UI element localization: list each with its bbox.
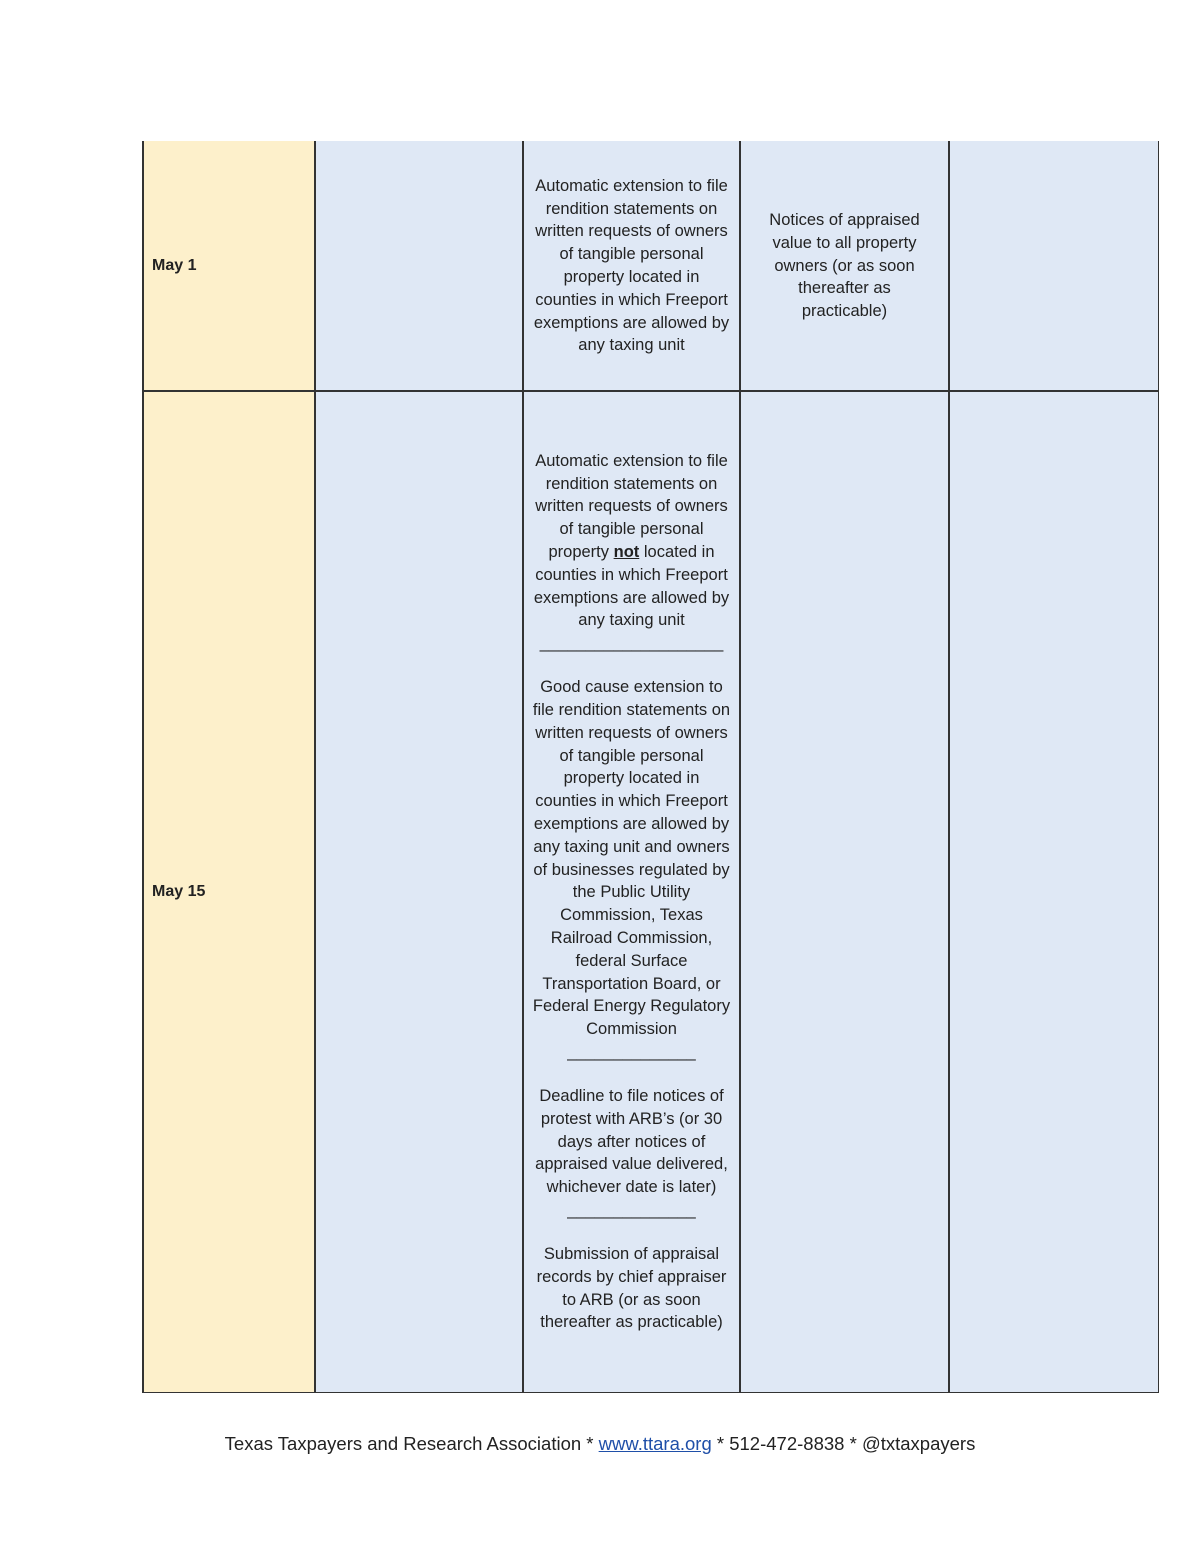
column-divider [522, 141, 524, 1393]
date-cell-may-1 [142, 141, 315, 391]
separator-line: ____________________ [539, 634, 724, 653]
footer-website-link[interactable]: www.ttara.org [598, 1433, 712, 1454]
separator-line: ______________ [567, 1042, 696, 1061]
date-label: May 15 [152, 882, 206, 900]
row1-col5-cell [949, 141, 1159, 391]
row2-col3-cell [523, 391, 740, 1393]
row2-col4-cell [740, 391, 949, 1393]
deadline-table [142, 141, 1159, 1393]
column-divider [948, 141, 950, 1393]
emphasis-not: not [613, 543, 640, 562]
footer-social-handle: @txtaxpayers [861, 1433, 976, 1454]
footer-org: Texas Taxpayers and Research Association [224, 1433, 582, 1454]
page-footer: Texas Taxpayers and Research Association * www.ttara.org * 512-472-8838 * @txtaxpayers [224, 1433, 976, 1454]
appraisal-notices-text: Notices of appraised value to all property owners (or as soon thereafter as practicable) [769, 211, 920, 321]
row1-col3-cell [523, 141, 740, 391]
column-divider [739, 141, 741, 1393]
protest-deadline: Deadline to file notices of protest with ARB’s (or 30 days after notices of appraised value delivered, whichever date is later) [535, 1086, 728, 1197]
table-border-left [142, 141, 144, 1393]
table-border-bottom [142, 1392, 1159, 1394]
row-divider [142, 390, 1159, 392]
separator-line: ______________ [567, 1200, 696, 1219]
rendition-extension-freeport: Automatic extension to file rendition statements on written requests of owners of tangible personal property located in counties in which Freeport exemptions are allowed by any taxing unit [533, 176, 730, 355]
rendition-extension-non-freeport: Automatic extension to file rendition statements on written requests of owners of tangible personal property not located in counties in which Freeport exemptions are allowed by any taxing unit [533, 451, 730, 630]
column-divider [314, 141, 316, 1393]
good-cause-extension: Good cause extension to file rendition statements on written requests of owners of tangible personal property located in counties in which Freeport exemptions are allowed by any taxing unit and owners of businesses regulated by the Public Utility Commission, Texas Railroad Commission, federal Surface Transportation Board, or Federal Energy Regulatory Commission [532, 678, 731, 1039]
date-label: May 1 [152, 256, 197, 274]
appraisal-records-submission: Submission of appraisal records by chief appraiser to ARB (or as soon thereafter as practicable) [536, 1244, 727, 1332]
date-cell-may-15 [142, 391, 315, 1393]
row2-col2-cell [315, 391, 523, 1393]
footer-phone: 512-472-8838 [729, 1433, 845, 1454]
row1-col4-cell [740, 141, 949, 391]
row2-col5-cell [949, 391, 1159, 1393]
table-border-right [1158, 141, 1160, 1393]
row1-col2-cell [315, 141, 523, 391]
